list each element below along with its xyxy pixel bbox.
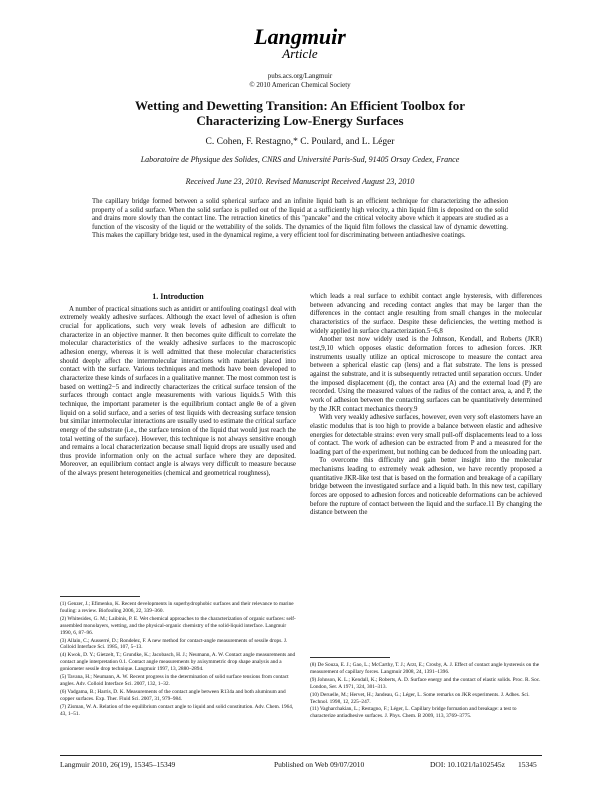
column-right xyxy=(310,293,542,518)
title-line-1: Wetting and Dewetting Transition: An Efficient Toolbox for xyxy=(135,98,465,113)
title-line-2: Characterizing Low-Energy Surfaces xyxy=(196,113,404,128)
article-type: Article xyxy=(282,46,318,61)
reference-item: (10) Deruelle, M.; Hervet, H.; Jandeau, G.; Léger, L. Some remarks on JKR experiments. J. Adhes. Sci. Technol. 1998, 12, 225–247. xyxy=(310,691,530,705)
abstract: The capillary bridge formed between a solid spherical surface and an infinite liquid bath is an efficient technique for characterizing the adhesion property of a solid surface. When the solid surface is pulled out of the liquid at a sufficiently high velocity, a thin liquid film is deposited on the solid and drains more slowly than the contact line. The retraction kinetics of this "pancake" and the critical velocity above which it appears are studied as a function of the viscosity of the liquid or the wettability of the solids. The dynamics of the liquid film follows the classical law of dynamic dewetting. This makes the capillary bridge test, used in the dynamical regime, a very efficient tool for discriminating between antiadhesive coatings. xyxy=(92,198,508,240)
copyright: © 2010 American Chemical Society xyxy=(249,81,351,89)
reference-item: (2) Whitesides, G. M.; Laibinis, P. E. Wet chemical approaches to the characterization of organic surfaces: self-assembled monolayers, wetting, and the physical-organic chemistry of the solid-liquid interface. Langmuir 1990, 6, 87–96. xyxy=(60,615,296,636)
affiliation: Laboratoire de Physique des Solides, CNRS and Université Paris-Sud, 91405 Orsay Cedex, France xyxy=(140,155,460,164)
received-dates: Received June 23, 2010. Revised Manuscript Received August 23, 2010 xyxy=(185,177,415,186)
paragraph: which leads a real surface to exhibit contact angle hysteresis, with differences between advancing and receding contact angles that may be larger than the differences in the contact angle resulting from small changes in the molecular characteristics of the surface. Despite these deficiencies, the wetting method is widely applied in surface characterization.5−6,8 xyxy=(310,293,542,335)
paragraph: Another test now widely used is the Johnson, Kendall, and Roberts (JKR) test,9,10 which opposes elastic deformation forces to adhesion forces. JKR instruments usually utilize an optical microscope to measure the contact area between a spherical elastic cap (lens) and a flat substrate. The lens is pressed against the substrate, and it is subsequently retracted until separation occurs. Under the imposed displacement (d), the contact area (A) and the external load (P) are recorded. Using the measured values of the radius of the contact area, a, and P, the work of adhesion between the contacting surfaces can be quantitatively determined by the JKR contact mechanics theory.9 xyxy=(310,336,542,413)
page-number: 15345 xyxy=(518,760,537,769)
reference-item: (8) De Souza, E. J.; Gao, L.; McCarthy, T. J.; Arzt, E.; Crosby, A. J. Effect of contact angle hysteresis on the measurement of capillary forces. Langmuir 2008, 24, 1391–1396. xyxy=(310,662,540,675)
reference-item: (9) Johnson, K. L.; Kendall, K.; Roberts, A. D. Surface energy and the contact of elastic solids. Proc. R. Soc. London, Ser. A 1971, 324, 301–313. xyxy=(310,676,541,690)
paragraph: With very weakly adhesive surfaces, however, even very soft elastomers have an elastic modulus that is too high to provide a balance between elastic and adhesive energies for detectable strains: even very small pull-off displacements lead to a loss of contact. The work of adhesion can be extracted from P and a measured for the loading part of the experiment, but nothing can be deduced from the unloading part. xyxy=(310,414,542,456)
paragraph: A number of practical situations such as antidirt or antifouling coatings1 deal with extremely weakly adhesive surfaces. Although the exact level of adhesion is often crucial for applications, such very weak levels of adhesion are difficult to characterize in an objective manner. It then becomes quite difficult to correlate the molecular characteristics of the weakly adhesive surfaces to the macroscopic adhesion energy, whereas it is well admitted that these molecular characteristics should deeply affect the intermolecular interactions with materials placed into contact with the surface. Various techniques and methods have been developed to characterize these kinds of surfaces in a qualitative manner. The most common test is based on wetting2−5 and indirectly characterizes the critical surface tension of the surfaces through contact angle measurements with various liquids.5 With this technique, the important parameter is the equilibrium contact angle θe of a given liquid on a solid surface, and a series of test liquids with decreasing surface tension but similar intermolecular interactions are usually used to estimate the critical surface energy of the substrate (i.e., the surface tension of the liquid that would just reach the total wetting of the surface). However, this technique is not always sensitive enough and remains a local characterization because small liquid drops are usually used and thus provide information only on the actual surface where they are deposited. Moreover, an equilibrium contact angle is always very difficult to measure because of the always present heterogeneities (chemical and geometrical roughness), xyxy=(60,305,296,478)
journal-name: Langmuir xyxy=(254,24,346,49)
authors: C. Cohen, F. Restagno,* C. Poulard, and L. Léger xyxy=(205,137,395,147)
reference-item: (11) Vagharchakian, L.; Restagno, F.; Léger, L. Capillary bridge formation and breakage: a test to characterize antiadhesive surfaces. J. Phys. Chem. B 2009, 113, 3769–3775. xyxy=(310,706,517,720)
column-left xyxy=(60,293,296,479)
paragraph: To overcome this difficulty and gain better insight into the molecular mechanisms leading to extremely weak adhesion, we have recently proposed a quantitative JKR-like test that is based on the formation and breakage of a capillary bridge between the investigated surface and a liquid bath. In this new test, capillary forces are opposed to adhesion forces and noticeable deformations can be achieved before the rupture of contact between the liquid and the surface.11 By changing the distance between the xyxy=(310,457,542,517)
references-left xyxy=(60,596,296,719)
reference-item: (3) Allain, C.; Ausserré, D.; Rondelez, F. A new method for contact-angle measurements of sessile drops. J. Colloid Interface Sci. 1985, 107, 5–13. xyxy=(60,637,288,651)
reference-divider xyxy=(310,657,390,658)
reference-item: (6) Vadgama, B.; Harris, D. K. Measurements of the contact angle between R134a and both aluminum and copper surfaces. Exp. Ther. Fluid Sci. 2007, 31, 979–984. xyxy=(60,688,286,702)
footer-doi[interactable]: DOI: 10.1021/la102545z xyxy=(430,760,505,769)
references-right xyxy=(310,657,542,721)
reference-item: (7) Zisman, W. A. Relation of the equilibrium contact angle to liquid and solid constitution. Adv. Chem. 1964, 43, 1–51. xyxy=(60,703,294,717)
reference-divider xyxy=(60,596,140,597)
section-heading: 1. Introduction xyxy=(152,292,204,301)
reference-item: (5) Tavana, H.; Neumann, A. W. Recent progress in the determination of solid surface tensions from contact angles. Adv. Colloid Interface Sci. 2007, 132, 1–32. xyxy=(60,674,289,687)
footer-published: Published on Web 09/07/2010 xyxy=(274,760,365,769)
article-title xyxy=(0,98,600,128)
reference-item: (1) Genzer, J.; Efimenko, K. Recent developments in superhydrophobic surfaces and their relevance to marine fouling: a review. Biofouling 2006, 22, 339–360. xyxy=(60,601,294,614)
reference-item: (4) Kwok, D. Y.; Gietzelt, T.; Grundke, K.; Jacobasch, H. J.; Neumann, A. W. Contact angle measurements and contact angle interpretation 0.1. Contact angle measurements by axisymmetric drop shape analysis and a goniometer sessile drop technique. Langmuir 1997, 13, 2880–2894. xyxy=(60,652,296,673)
journal-site[interactable]: pubs.acs.org/Langmuir xyxy=(267,72,333,80)
journal-logo xyxy=(0,24,600,62)
footer-divider xyxy=(60,755,542,756)
footer-citation: Langmuir 2010, 26(19), 15345–15349 xyxy=(60,760,176,769)
